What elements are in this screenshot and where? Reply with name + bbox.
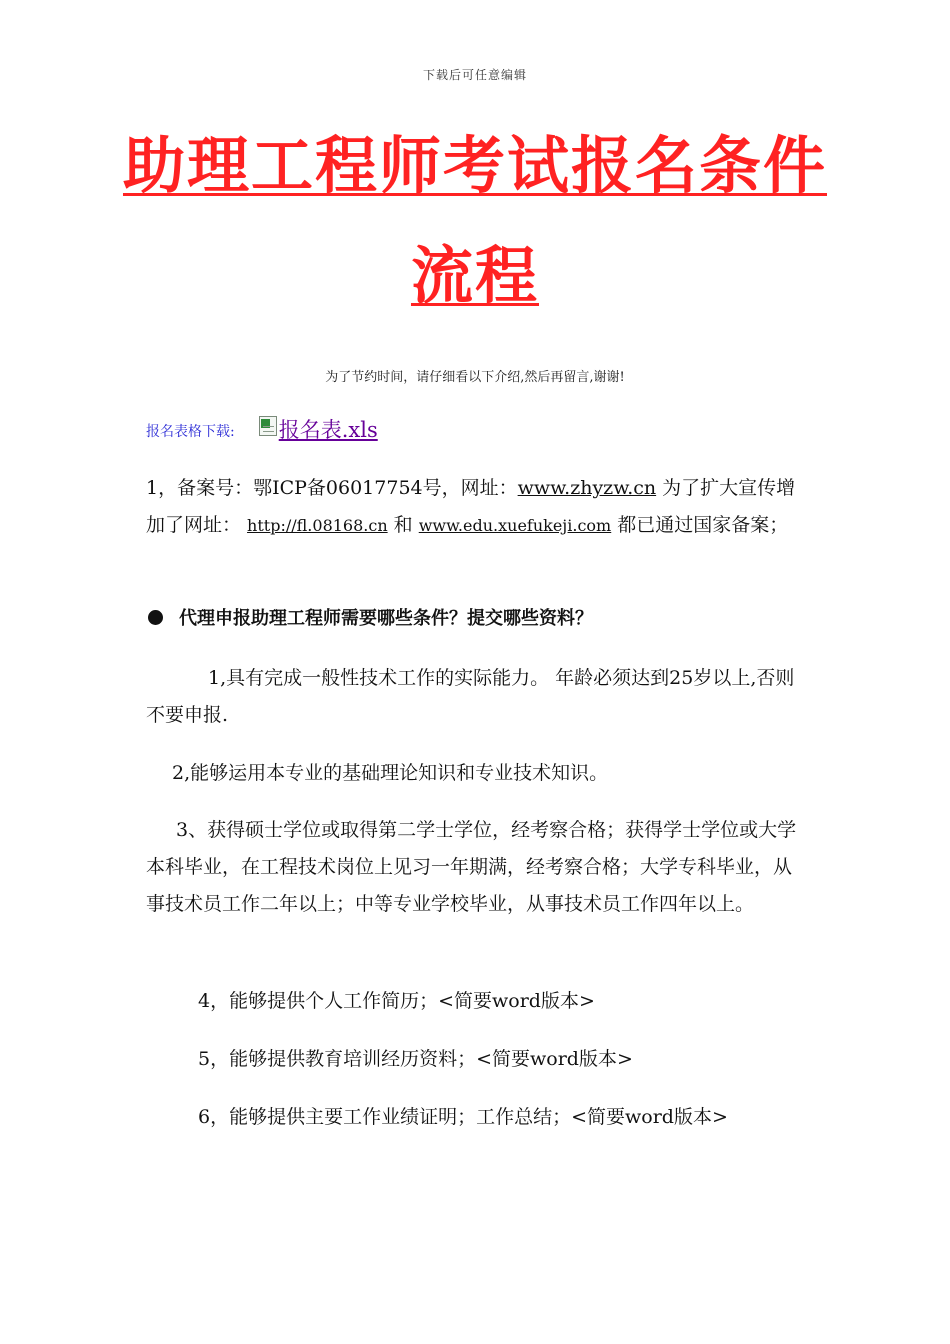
page-title-line-1: [0, 129, 950, 202]
condition-item-5: 5，能够提供教育培训经历资料；<简要word版本>: [198, 1048, 633, 1070]
question-heading: [146, 604, 593, 630]
record-prefix: 1，备案号：鄂ICP备06017754号，网址：: [146, 477, 518, 499]
excel-file-icon[interactable]: [259, 416, 277, 436]
condition-item-4: 4，能够提供个人工作简历；<简要word版本>: [198, 990, 595, 1012]
condition-item-3: 3、获得硕士学位或取得第二学士学位，经考察合格；获得学士学位或大学本科毕业，在工程技术岗位上见习一年期满，经考察合格；大学专科毕业，从事技术员工作二年以上；中等专业学校毕业，从事技术员工作四年以上。: [146, 819, 797, 915]
bullet-icon: [148, 610, 163, 625]
page-title-text-1: 助理工程师考试报名条件: [122, 129, 827, 202]
website-link-2[interactable]: http://fl.08168.cn: [247, 516, 388, 535]
download-row: [146, 414, 378, 444]
condition-item-2: 2,能够运用本专业的基础理论知识和专业技术知识。: [172, 762, 609, 784]
website-link-3[interactable]: www.edu.xuefukeji.com: [418, 516, 612, 535]
question-text: 代理申报助理工程师需要哪些条件？提交哪些资料？: [179, 608, 593, 629]
record-paragraph: [146, 470, 806, 544]
record-suffix: 都已通过国家备案；: [611, 514, 789, 536]
page-title-text-2: 流程: [410, 239, 539, 312]
header-note: 下载后可任意编辑: [422, 68, 527, 82]
download-label: 报名表格下载:: [146, 424, 235, 440]
download-link[interactable]: 报名表.xls: [278, 418, 378, 442]
condition-item-6: 6，能够提供主要工作业绩证明；工作总结；<简要word版本>: [198, 1106, 728, 1128]
condition-item-1: 1,具有完成一般性技术工作的实际能力。 年龄必须达到25岁以上,否则不要申报.: [146, 667, 795, 726]
page-title-line-2: [0, 239, 950, 312]
record-and: 和: [387, 514, 419, 536]
record-middle: 为了扩大宣传增加了网址：: [146, 477, 796, 536]
website-link-1[interactable]: www.zhyzw.cn: [517, 477, 657, 499]
intro-text: 为了节约时间，请仔细看以下介绍,然后再留言,谢谢!: [325, 370, 625, 385]
